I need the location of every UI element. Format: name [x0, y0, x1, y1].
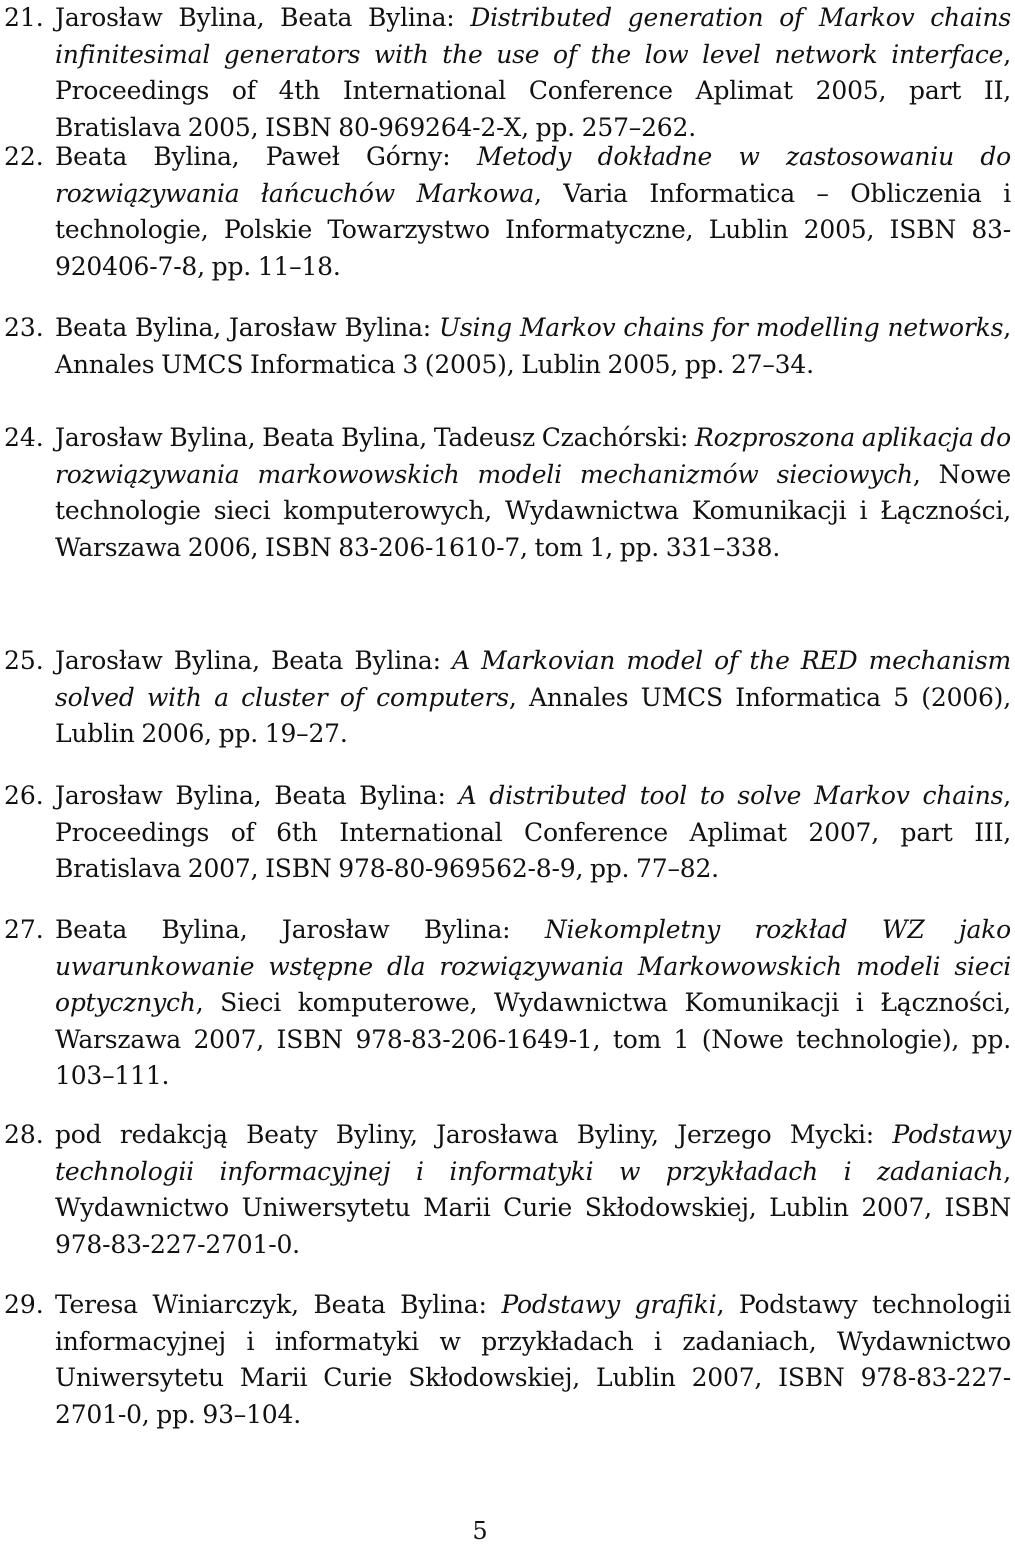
reference-authors: Jarosław Bylina, Beata Bylina:	[55, 3, 471, 32]
reference-title: Niekompletny rozkład WZ jako uwarunkowanie wstępne dla rozwiązywania Markowowskich modeli sieci optycznych	[55, 915, 1011, 1017]
reference-text	[55, 778, 1011, 888]
reference-authors: Beata Bylina, Jarosław Bylina:	[55, 313, 439, 342]
reference-title: Podstawy grafiki	[501, 1290, 717, 1319]
reference-text	[55, 1117, 1011, 1263]
reference-item	[0, 310, 1015, 383]
reference-item	[0, 139, 1015, 285]
reference-details: , Sieci komputerowe, Wydawnictwa Komunikacji i Łączności, Warszawa 2007, ISBN 978-83-206-1649-1, tom 1 (Nowe technologie), pp. 103–111.	[55, 988, 1011, 1090]
reference-authors: pod redakcją Beaty Byliny, Jarosława Byliny, Jerzego Mycki:	[55, 1120, 893, 1149]
reference-number: 23.	[4, 313, 44, 342]
reference-text	[55, 1287, 1011, 1433]
reference-text	[55, 912, 1011, 1095]
page-number: 5	[472, 1517, 488, 1545]
reference-item	[0, 643, 1015, 753]
reference-text	[55, 310, 1011, 383]
reference-details: , Varia Informatica – Obliczenia i technologie, Polskie Towarzystwo Informatyczne, Lublin 2005, ISBN 83-920406-7-8, pp. 11–18.	[55, 178, 1011, 281]
reference-authors: Jarosław Bylina, Beata Bylina:	[55, 646, 453, 675]
reference-item	[0, 0, 1015, 146]
reference-number: 25.	[4, 646, 44, 675]
reference-number: 26.	[4, 781, 44, 810]
reference-title: Distributed generation of Markov chains infinitesimal generators with the use of the low level network interface	[55, 3, 1011, 69]
reference-details: , Proceedings of 4th International Conference Aplimat 2005, part II, Bratislava 2005, ISBN 80-969264-2-X, pp. 257–262.	[55, 39, 1011, 142]
reference-number: 27.	[4, 915, 44, 944]
reference-text	[55, 420, 1011, 566]
reference-text	[55, 0, 1011, 146]
reference-text	[55, 139, 1011, 285]
reference-title: A Markovian model of the RED mechanism solved with a cluster of computers	[55, 646, 1011, 712]
reference-number: 28.	[4, 1120, 44, 1149]
reference-authors: Teresa Winiarczyk, Beata Bylina:	[55, 1290, 502, 1319]
reference-item	[0, 778, 1015, 888]
reference-authors: Beata Bylina, Jarosław Bylina:	[55, 915, 545, 944]
reference-title: Metody dokładne w zastosowaniu do rozwiązywania łańcuchów Markowa	[55, 142, 1011, 208]
reference-number: 22.	[4, 142, 44, 171]
reference-number: 21.	[4, 3, 44, 32]
reference-authors: Jarosław Bylina, Beata Bylina, Tadeusz Czachórski:	[55, 423, 696, 452]
reference-item	[0, 420, 1015, 566]
reference-details: , Annales UMCS Informatica 5 (2006), Lublin 2006, pp. 19–27.	[55, 682, 1011, 748]
reference-title: Using Markov chains for modelling networks	[438, 313, 1004, 342]
reference-details: , Nowe technologie sieci komputerowych, Wydawnictwa Komunikacji i Łączności, Warszawa 2006, ISBN 83-206-1610-7, tom 1, pp. 331–338.	[55, 459, 1011, 562]
reference-details: , Annales UMCS Informatica 3 (2005), Lublin 2005, pp. 27–34.	[55, 313, 1011, 379]
reference-authors: Beata Bylina, Paweł Górny:	[55, 142, 477, 171]
reference-details: , Podstawy technologii informacyjnej i informatyki w przykładach i zadaniach, Wydawnictwo Uniwersytetu Marii Curie Skłodowskiej, Lublin 2007, ISBN 978-83-227-2701-0, pp. 93–104.	[55, 1290, 1011, 1429]
reference-details: , Wydawnictwo Uniwersytetu Marii Curie Skłodowskiej, Lublin 2007, ISBN 978-83-227-2701-0.	[55, 1156, 1011, 1259]
reference-text	[55, 643, 1011, 753]
reference-item	[0, 1287, 1015, 1433]
reference-title: Rozproszona aplikacja do rozwiązywania markowowskich modeli mechanizmów sieciowych	[55, 423, 1011, 489]
reference-authors: Jarosław Bylina, Beata Bylina:	[55, 781, 459, 810]
reference-number: 29.	[4, 1290, 44, 1319]
reference-item	[0, 912, 1015, 1095]
reference-title: Podstawy technologii informacyjnej i informatyki w przykładach i zadaniach	[55, 1120, 1011, 1186]
reference-title: A distributed tool to solve Markov chains	[458, 781, 1004, 810]
reference-item	[0, 1117, 1015, 1263]
reference-details: , Proceedings of 6th International Conference Aplimat 2007, part III, Bratislava 2007, ISBN 978-80-969562-8-9, pp. 77–82.	[55, 781, 1011, 883]
reference-number: 24.	[4, 423, 44, 452]
